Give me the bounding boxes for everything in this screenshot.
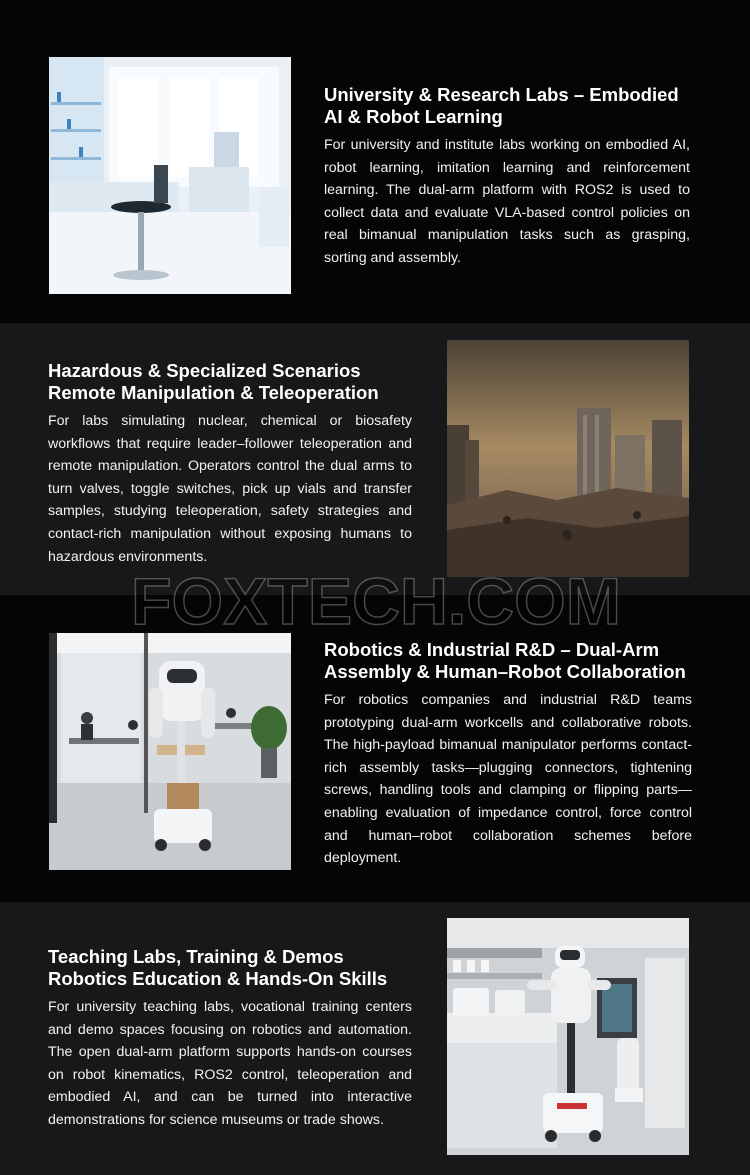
section-body: For university teaching labs, vocational training centers and demo spaces focusing on robotics and automation. The open dual-arm platform supports hands-on courses on robot kinematics, ROS2 control, teleoperation and embodied AI, and can be turned into interactive demonstrations for science museums or trade shows. — [48, 999, 412, 1128]
teaching-lab-robot-photo — [447, 918, 689, 1155]
section-text — [324, 84, 690, 270]
section-body: For university and institute labs working on embodied AI, robot learning, imitation learning and reinforcement learning. The dual-arm platform with ROS2 is used to collect data and evaluate VLA-based control policies on real bimanual manipulation tasks such as grasping, sorting and assembly. — [324, 137, 690, 266]
section-title — [324, 639, 692, 683]
title-line-1: Teaching Labs, Training & Demos — [48, 946, 344, 967]
watermark-text: FOXTECH.COM — [131, 564, 621, 638]
title-line-2: Remote Manipulation & Teleoperation — [48, 382, 379, 403]
title-line-1: Hazardous & Specialized Scenarios — [48, 360, 361, 381]
section-industrial-rnd — [0, 595, 750, 902]
title-line-2: AI & Robot Learning — [324, 106, 503, 127]
title-line-2: Assembly & Human–Robot Collaboration — [324, 661, 686, 682]
section-title — [48, 946, 412, 990]
section-research-labs — [0, 0, 750, 323]
section-text — [48, 360, 412, 568]
section-text — [48, 946, 412, 1132]
title-line-2: Robotics Education & Hands-On Skills — [48, 968, 388, 989]
title-line-1: Robotics & Industrial R&D – Dual-Arm — [324, 639, 660, 660]
section-body: For robotics companies and industrial R&D teams prototyping dual-arm workcells and collaborative robots. The high-payload bimanual manipulator performs contact-rich assembly tasks—plugging connectors, tightening screws, handling tools and clamping or flipping parts—enabling evaluation of impedance control, force control and human–robot collaboration schemes before deployment. — [324, 692, 692, 867]
section-title — [48, 360, 412, 404]
title-line-1: University & Research Labs – Embodied — [324, 84, 679, 105]
section-text — [324, 639, 692, 870]
industrial-office-robot-photo — [49, 633, 291, 870]
section-hazardous — [0, 323, 750, 595]
research-lab-photo — [49, 57, 291, 294]
hazardous-ruins-photo — [447, 340, 689, 577]
section-body: For labs simulating nuclear, chemical or biosafety workflows that require leader–follower teleoperation and remote manipulation. Operators control the dual arms to turn valves, toggle switches, pick up vials and transfer samples, studying teleoperation, safety strategies and contact-rich manipulation without exposing humans to hazardous environments. — [48, 413, 412, 565]
section-teaching-labs — [0, 902, 750, 1175]
section-title — [324, 84, 690, 128]
